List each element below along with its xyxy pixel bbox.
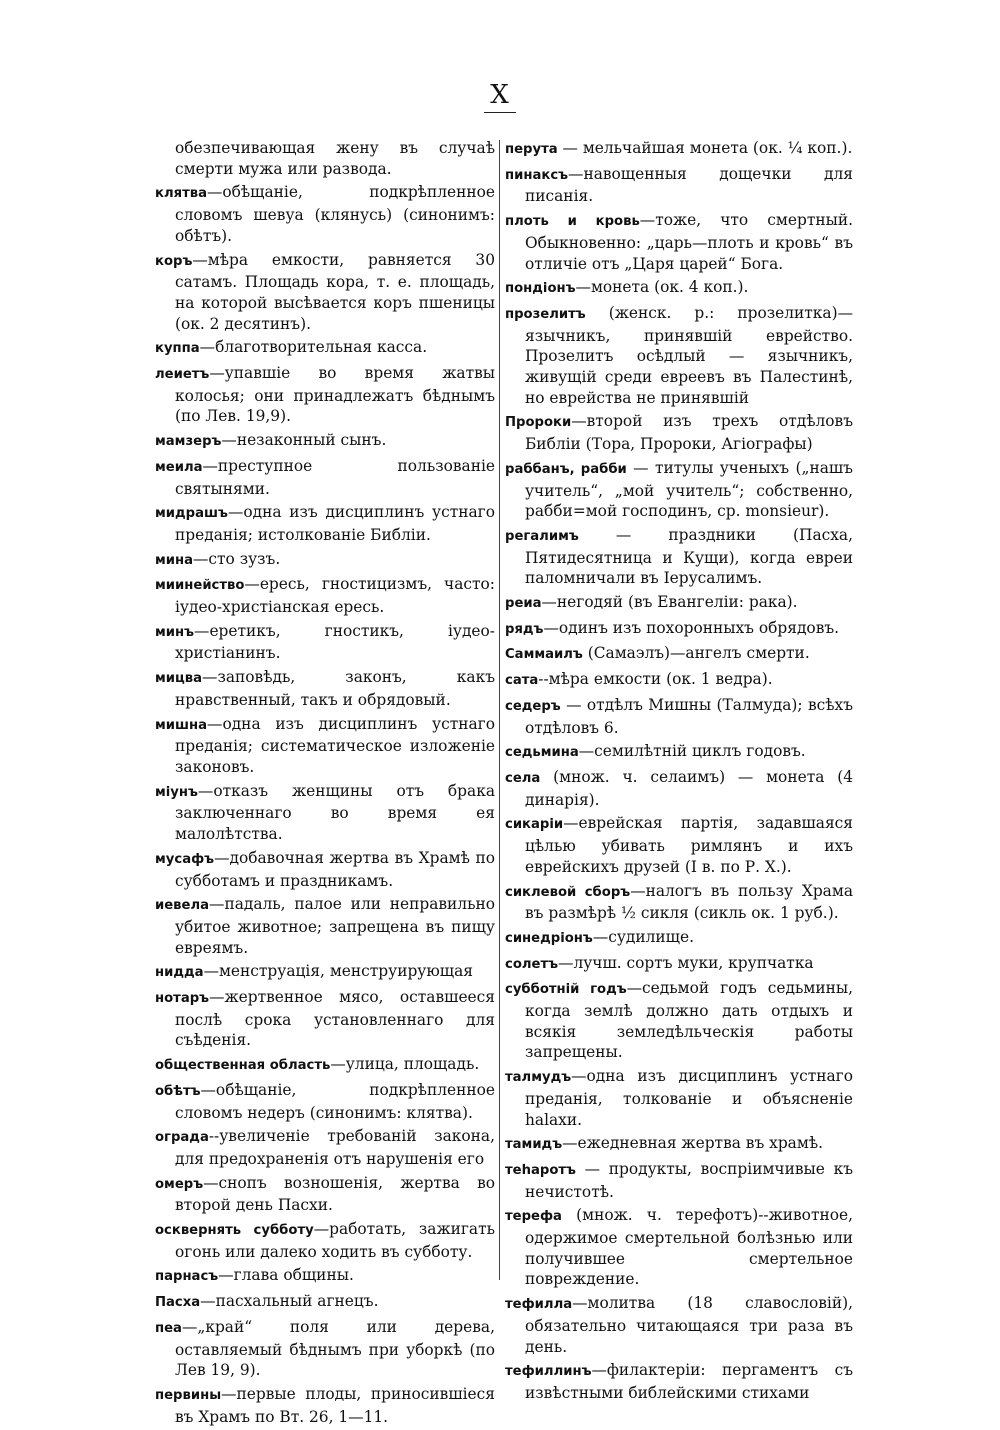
glossary-term: субботній годъ [505, 982, 627, 998]
glossary-term: талмудъ [505, 1070, 572, 1086]
glossary-definition: —пасхальный агнецъ. [200, 1292, 379, 1311]
glossary-entry [505, 411, 853, 454]
glossary-definition: — продукты, воспріимчивые къ нечистотѣ. [525, 1159, 853, 1201]
glossary-definition: — праздники (Пасха, Пятидесятница и Кущи), когда евреи паломничали въ Іерусалимъ. [525, 525, 853, 588]
glossary-term: Пророки [505, 415, 572, 431]
glossary-term: реиа [505, 596, 542, 612]
glossary-definition: —отказъ женщины отъ брака заключеннаго во время ея малолѣтства. [175, 781, 495, 844]
glossary-definition: —семилѣтній циклъ годовъ. [578, 742, 806, 761]
glossary-definition: —монета (ок. 4 коп.). [575, 278, 749, 297]
glossary-definition: —молитва (18 славословій), обязательно читающаяся три раза въ день. [525, 1294, 853, 1356]
glossary-term: теһаротъ [505, 1162, 576, 1178]
glossary-definition: —жертвенное мясо, оставшееся послѣ срока установленнаго для съѣденія. [175, 988, 495, 1050]
glossary-term: куппа [155, 341, 200, 357]
glossary-definition: —улица, площадь. [330, 1055, 480, 1074]
glossary-entry [505, 953, 853, 976]
glossary-definition: —благотворительная касса. [199, 338, 428, 357]
glossary-term: прозелитъ [505, 306, 586, 322]
glossary-term: общественная область [155, 1058, 331, 1074]
right-column [505, 138, 853, 1407]
glossary-term: сиклевой сборъ [505, 884, 631, 900]
glossary-definition: —работать, зажигать огонь или далеко ходить въ субботу. [175, 1220, 495, 1261]
glossary-entry [505, 927, 853, 950]
glossary-entry [505, 813, 853, 877]
glossary-definition: —„край“ поля или дерева, оставляемый бѣднымъ при уборкѣ (по Лев 19, 9). [175, 1317, 495, 1380]
glossary-entry [155, 1080, 495, 1123]
glossary-entry [155, 337, 495, 360]
glossary-term: мамзеръ [155, 434, 222, 450]
glossary-definition: —судилище. [592, 927, 694, 946]
glossary-definition: (Самаэлъ)—ангелъ смерти. [582, 644, 810, 663]
glossary-entry [505, 643, 853, 666]
glossary-entry [155, 894, 495, 958]
glossary-definition: —менструація, менструирующая [203, 962, 473, 981]
glossary-term: пинаксъ [505, 167, 569, 183]
glossary-definition: — мельчайшая монета (ок. ¼ коп.). [557, 139, 853, 157]
glossary-entry [155, 430, 495, 453]
glossary-entry [155, 549, 495, 572]
glossary-definition: —незаконный сынъ. [221, 431, 387, 450]
glossary-term: нидда [155, 965, 204, 981]
glossary-term: мусафъ [155, 851, 215, 867]
glossary-term: тефиллинъ [505, 1364, 592, 1380]
glossary-term: пондіонъ [505, 281, 576, 297]
glossary-entry [505, 1159, 853, 1202]
glossary-entry [155, 667, 495, 710]
glossary-term: перута [505, 142, 558, 157]
glossary-entry [155, 848, 495, 891]
glossary-entry [155, 1317, 495, 1381]
glossary-term: тамидъ [505, 1137, 563, 1153]
glossary-entry [505, 458, 853, 522]
glossary-entry [155, 987, 495, 1051]
glossary-definition: —мѣра емкости, равняется 30 сатамъ. Площадь кора, т. е. площадь, на которой высѣвается коръ пшеницы (ок. 2 десятинъ). [175, 250, 495, 333]
glossary-entry [155, 1291, 495, 1314]
glossary-entry [155, 182, 495, 246]
glossary-entry [155, 1219, 495, 1262]
glossary-definition: —глава общины. [218, 1266, 354, 1285]
glossary-entry [505, 669, 853, 692]
glossary-entry [155, 363, 495, 427]
glossary-definition: —снопъ возношенія, жертва во второй день Пасхи. [175, 1173, 495, 1215]
glossary-entry [155, 1265, 495, 1288]
glossary-definition: —еврейская партія, задавшаяся цѣлью убивать римлянъ и ихъ еврейскихъ друзей (I в. по Р. X.). [525, 814, 853, 876]
glossary-definition: —навощенныя дощечки для писанія. [525, 164, 853, 206]
glossary-term: первины [155, 1387, 222, 1403]
glossary-definition: — титулы ученыхъ („нашъ учитель“, „мой учитель“; собственно, рабби=мой господинъ, ср. monsieur). [525, 458, 853, 521]
glossary-term: леиетъ [155, 367, 210, 383]
glossary-term: ограда [155, 1130, 209, 1146]
glossary-definition: —обѣщаніе, подкрѣпленное словомъ шевуа (клянусь) (синонимъ: обѣтъ). [175, 183, 495, 245]
glossary-entry [505, 978, 853, 1063]
column-divider [499, 140, 500, 1280]
glossary-entry [505, 1066, 853, 1130]
glossary-definition: (женск. р.: прозелитка)—язычникъ, принявшій еврейство. Прозелитъ осѣдлый — язычникъ, живущій среди евреевъ въ Палестинѣ, но еврейства не принявшій [525, 303, 853, 407]
glossary-term: тефилла [505, 1297, 573, 1313]
glossary-entry [155, 138, 495, 179]
glossary-definition: (множ. ч. терефотъ)--животное, одержимое смертельной болѣзнью или получившее смертельное повреждение. [525, 1206, 853, 1289]
glossary-definition: (множ. ч. селаимъ) — монета (4 динарія). [525, 767, 853, 809]
glossary-entry [155, 1384, 495, 1427]
glossary-entry [505, 618, 853, 641]
glossary-entry [505, 210, 853, 274]
glossary-definition: —обѣщаніе, подкрѣпленное словомъ недеръ (синонимъ: клятва). [175, 1080, 495, 1122]
glossary-term: парнасъ [155, 1269, 219, 1285]
glossary-entry [155, 250, 495, 335]
glossary-term: седеръ [505, 698, 561, 714]
glossary-term: рядъ [505, 621, 544, 637]
left-column [155, 138, 495, 1430]
glossary-term: солетъ [505, 956, 559, 972]
glossary-term: омеръ [155, 1176, 204, 1192]
glossary-entry [505, 277, 853, 300]
glossary-definition: —седьмой годъ седьмины, когда землѣ должно дать отдыхъ и всякія земледѣльческія работы запрещены. [525, 979, 853, 1062]
glossary-term: пеа [155, 1320, 182, 1336]
glossary-definition: —одна изъ дисциплинъ устнаго преданія, толкованіе и объясненіе halaxи. [525, 1067, 853, 1129]
glossary-entry [505, 138, 853, 161]
glossary-term: регалимъ [505, 528, 579, 544]
glossary-entry [505, 1133, 853, 1156]
glossary-entry [155, 961, 495, 984]
glossary-term: раббанъ, рабби [505, 461, 627, 477]
glossary-entry [505, 525, 853, 589]
glossary-definition: —еретикъ, гностикъ, іудео-христіанинъ. [175, 621, 495, 663]
glossary-entry [155, 574, 495, 617]
glossary-term: мишна [155, 717, 208, 733]
glossary-term: миинейство [155, 578, 245, 594]
glossary-definition: —падаль, палое или неправильно убитое животное; запрещена въ пищу евреямъ. [175, 895, 495, 957]
glossary-entry [155, 621, 495, 664]
glossary-definition: обезпечивающая жену въ случаѣ смерти мужа или развода. [175, 139, 495, 178]
glossary-term: обѣтъ [155, 1083, 201, 1099]
glossary-entry [505, 303, 853, 409]
glossary-definition: —упавшіе во время жатвы колосья; они принадлежатъ бѣднымъ (по Лев. 19,9). [175, 364, 495, 426]
glossary-term: Пасха [155, 1295, 201, 1311]
glossary-entry [155, 456, 495, 499]
glossary-definition: —преступное пользованіе святынями. [175, 456, 495, 498]
glossary-entry [505, 164, 853, 207]
glossary-term: терефа [505, 1209, 562, 1225]
glossary-definition: —одна изъ дисциплинъ устнаго преданія; систематическое изложеніе законовъ. [175, 714, 495, 776]
glossary-entry [505, 1360, 853, 1403]
glossary-definition: —ежедневная жертва въ храмѣ. [562, 1134, 823, 1153]
glossary-entry [505, 881, 853, 924]
glossary-entry [505, 741, 853, 764]
glossary-entry [505, 592, 853, 615]
glossary-definition: —одна изъ дисциплинъ устнаго преданія; истолкованіе Библіи. [175, 503, 495, 544]
glossary-term: коръ [155, 253, 193, 269]
glossary-definition: —одинъ изъ похоронныхъ обрядовъ. [543, 618, 840, 637]
glossary-entry [155, 1126, 495, 1169]
glossary-entry [155, 714, 495, 778]
glossary-term: мицва [155, 671, 203, 687]
glossary-term: міунъ [155, 784, 198, 800]
glossary-term: осквернять субботу [155, 1223, 314, 1239]
glossary-definition: —добавочная жертва въ Храмѣ по субботамъ и праздникамъ. [175, 848, 495, 890]
glossary-definition: —ересь, гностицизмъ, часто: іудео-христіанская ересь. [175, 575, 495, 617]
glossary-definition: —негодяй (въ Евангеліи: рака). [541, 593, 798, 612]
glossary-entry [505, 1293, 853, 1357]
glossary-definition: --мѣра емкости (ок. 1 ведра). [538, 670, 773, 689]
glossary-entry [155, 1054, 495, 1077]
glossary-definition: —тоже, что смертный. Обыкновенно: „царь—плоть и кровь“ въ отличіе отъ „Царя царей“ Бога. [525, 211, 854, 273]
glossary-entry [505, 767, 853, 810]
glossary-entry [505, 695, 853, 738]
glossary-entry [155, 502, 495, 545]
glossary-entry [505, 1205, 853, 1290]
glossary-term: плоть и кровь [505, 214, 640, 230]
glossary-term: мина [155, 552, 194, 568]
glossary-entry [155, 1173, 495, 1216]
glossary-term: Саммаилъ [505, 647, 583, 663]
glossary-term: сикаріи [505, 817, 564, 833]
glossary-definition: —первые плоды, приносившіеся въ Храмъ по Вт. 26, 1—11. [175, 1384, 495, 1426]
glossary-term: меила [155, 459, 203, 475]
glossary-definition: —второй изъ трехъ отдѣловъ Библіи (Тора, Пророки, Агіографы) [525, 412, 853, 454]
glossary-definition: —филактеріи: пергаментъ съ извѣстными библейскими стихами [525, 1361, 853, 1402]
glossary-definition: —налогъ въ пользу Храма въ размѣрѣ ½ сикля (сикль ок. 1 руб.). [525, 881, 853, 923]
glossary-entry [155, 781, 495, 845]
glossary-definition: --увеличеніе требованій закона, для предохраненія отъ нарушенія его [175, 1127, 495, 1168]
glossary-term: сата [505, 673, 539, 689]
glossary-definition: — отдѣлъ Мишны (Талмуда); всѣхъ отдѣловъ 6. [525, 695, 853, 737]
glossary-definition: —сто зузъ. [193, 549, 281, 568]
glossary-term: синедріонъ [505, 930, 593, 946]
glossary-term: клятва [155, 186, 207, 202]
glossary-term: села [505, 770, 541, 786]
glossary-term: седьмина [505, 745, 579, 761]
glossary-term: минъ [155, 624, 195, 640]
glossary-definition: —заповѣдь, законъ, какъ нравственный, такъ и обрядовый. [175, 668, 495, 709]
glossary-term: мидрашъ [155, 506, 228, 522]
glossary-term: нотаръ [155, 991, 210, 1007]
glossary-definition: —лучш. сортъ муки, крупчатка [558, 953, 814, 972]
page-number: X [0, 80, 1000, 113]
glossary-term: иевела [155, 898, 210, 914]
